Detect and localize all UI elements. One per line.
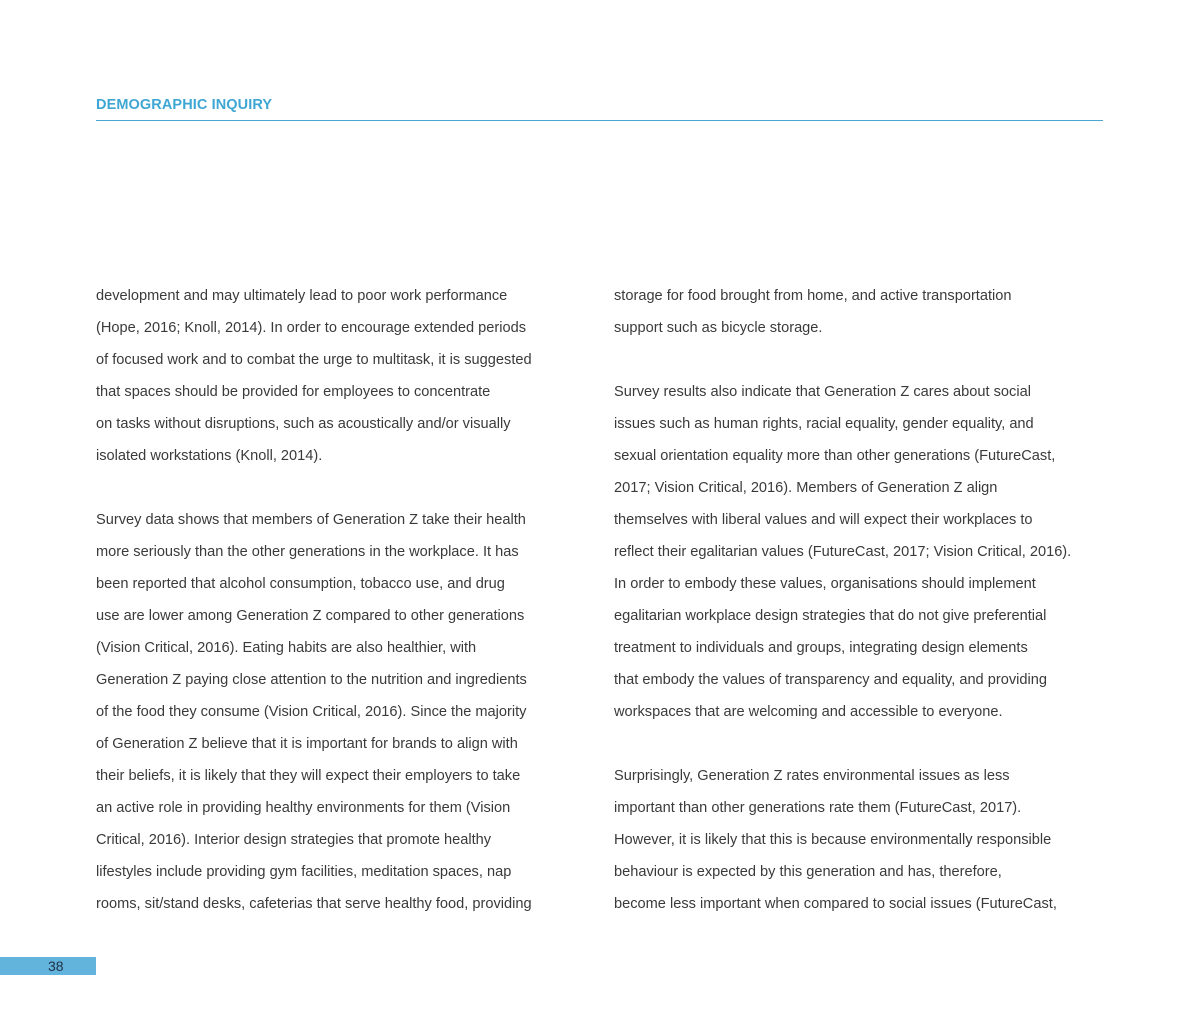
text-line: issues such as human rights, racial equality, gender equality, and <box>614 416 1034 432</box>
body-paragraph <box>614 280 1114 344</box>
text-line: storage for food brought from home, and active transportation <box>614 288 1012 304</box>
text-line: In order to embody these values, organisations should implement <box>614 576 1036 592</box>
text-line: However, it is likely that this is because environmentally responsible <box>614 832 1052 848</box>
body-paragraph <box>96 504 586 920</box>
text-line: lifestyles include providing gym facilities, meditation spaces, nap <box>96 864 512 880</box>
body-paragraph <box>614 760 1114 920</box>
body-paragraph <box>96 280 586 472</box>
section-title: DEMOGRAPHIC INQUIRY <box>96 97 273 113</box>
text-line: rooms, sit/stand desks, cafeterias that serve healthy food, providing <box>96 896 532 912</box>
text-line: workspaces that are welcoming and accessible to everyone. <box>614 704 1003 720</box>
text-line: Surprisingly, Generation Z rates environmental issues as less <box>614 768 1010 784</box>
text-line: reflect their egalitarian values (FutureCast, 2017; Vision Critical, 2016). <box>614 544 1072 560</box>
text-line: support such as bicycle storage. <box>614 320 823 336</box>
text-line: of the food they consume (Vision Critical, 2016). Since the majority <box>96 704 527 720</box>
right-text-column <box>614 280 1114 952</box>
text-line: important than other generations rate them (FutureCast, 2017). <box>614 800 1022 816</box>
text-line: treatment to individuals and groups, integrating design elements <box>614 640 1028 656</box>
text-line: that embody the values of transparency and equality, and providing <box>614 672 1047 688</box>
text-line: development and may ultimately lead to poor work performance <box>96 288 508 304</box>
running-header <box>96 96 1103 121</box>
text-line: behaviour is expected by this generation and has, therefore, <box>614 864 1002 880</box>
text-line: Generation Z paying close attention to the nutrition and ingredients <box>96 672 527 688</box>
page-number: 38 <box>48 958 64 974</box>
text-line: that spaces should be provided for employees to concentrate <box>96 384 491 400</box>
text-line: 2017; Vision Critical, 2016). Members of Generation Z align <box>614 480 998 496</box>
text-line: themselves with liberal values and will expect their workplaces to <box>614 512 1033 528</box>
page-number-tab <box>0 957 96 975</box>
body-paragraph <box>614 376 1114 728</box>
text-line: (Hope, 2016; Knoll, 2014). In order to encourage extended periods <box>96 320 526 336</box>
text-line: an active role in providing healthy environments for them (Vision <box>96 800 511 816</box>
text-line: egalitarian workplace design strategies that do not give preferential <box>614 608 1047 624</box>
text-line: sexual orientation equality more than other generations (FutureCast, <box>614 448 1056 464</box>
text-line: (Vision Critical, 2016). Eating habits are also healthier, with <box>96 640 477 656</box>
text-line: of focused work and to combat the urge to multitask, it is suggested <box>96 352 532 368</box>
text-line: become less important when compared to social issues (FutureCast, <box>614 896 1057 912</box>
left-text-column <box>96 280 586 952</box>
text-line: been reported that alcohol consumption, tobacco use, and drug <box>96 576 505 592</box>
text-line: Survey data shows that members of Generation Z take their health <box>96 512 526 528</box>
text-line: isolated workstations (Knoll, 2014). <box>96 448 323 464</box>
text-line: Survey results also indicate that Generation Z cares about social <box>614 384 1031 400</box>
text-line: their beliefs, it is likely that they will expect their employers to take <box>96 768 521 784</box>
text-line: more seriously than the other generations in the workplace. It has <box>96 544 519 560</box>
text-line: of Generation Z believe that it is important for brands to align with <box>96 736 518 752</box>
text-line: use are lower among Generation Z compared to other generations <box>96 608 525 624</box>
text-line: on tasks without disruptions, such as acoustically and/or visually <box>96 416 511 432</box>
text-line: Critical, 2016). Interior design strategies that promote healthy <box>96 832 492 848</box>
